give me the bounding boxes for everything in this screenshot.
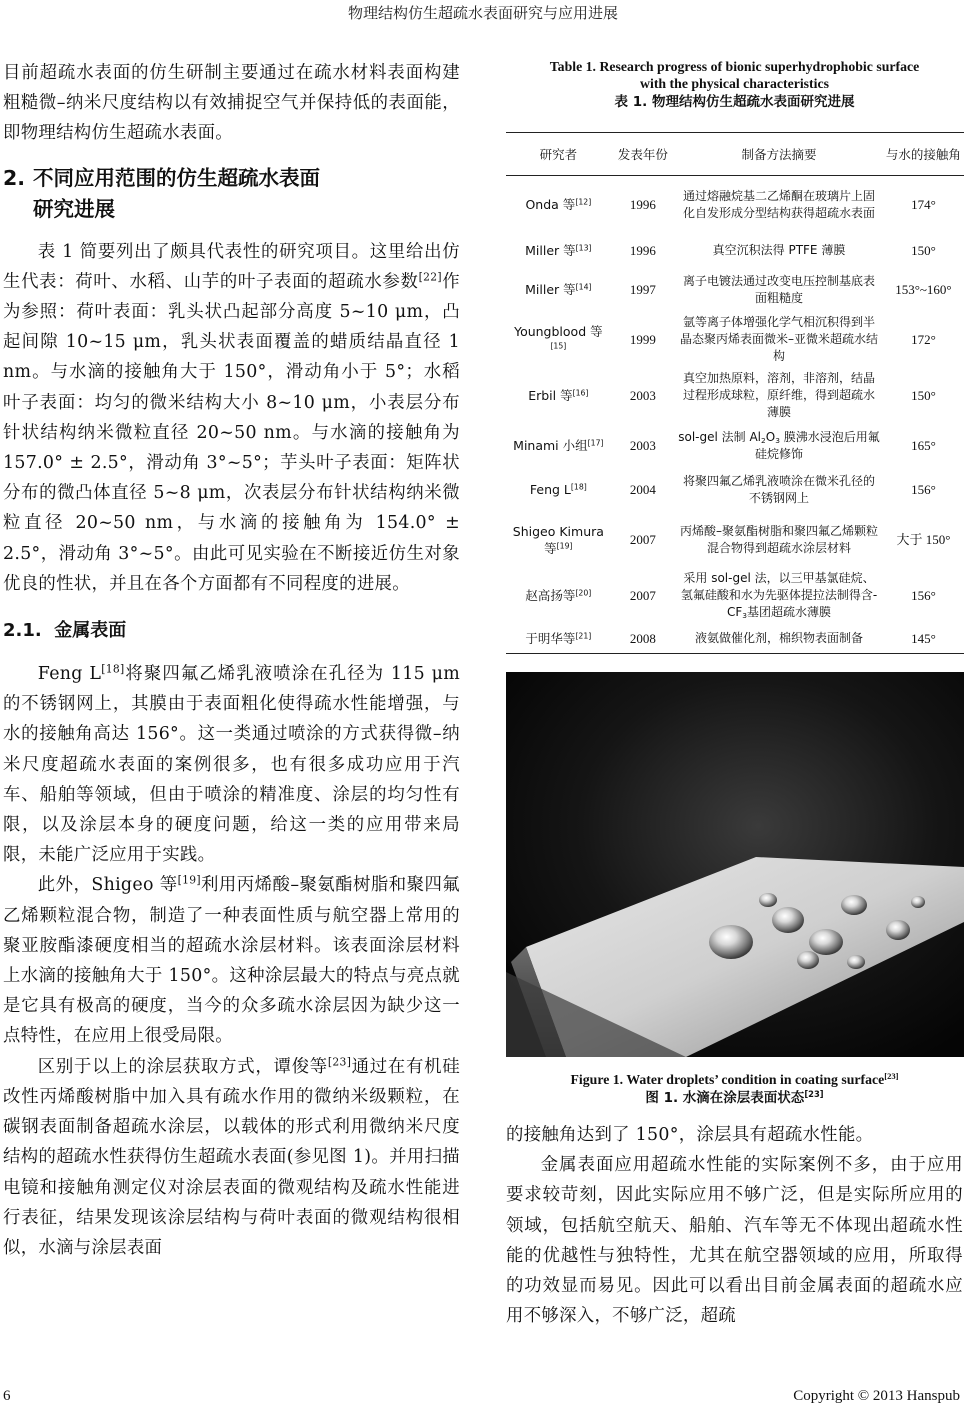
research-table	[506, 132, 964, 654]
table-row: 于明华等[21] 2008 液氨做催化剂，棉织物表面制备 145°	[525, 630, 936, 646]
table-row: Onda 等[12] 1996 通过熔融烷基二乙烯酮在玻璃片上固化自发形成分型结构获得超疏水表面 174°	[525, 188, 936, 220]
section-title-line1: 不同应用范围的仿生超疏水表面	[33, 165, 320, 190]
table-row: 赵高扬等[20] 2007 采用 sol-gel 法，以三甲基氯硅烷、氢氟硅酸和水为先驱体提拉法制得含$-CF_3$基团超疏水薄膜 156°	[525, 571, 936, 621]
intro-paragraph: 目前超疏水表面的仿生研制主要通过在疏水材料表面构建粗糙微–纳米尺度结构以有效捕捉空气并保持低的表面能，即物理结构仿生超疏水表面。	[3, 63, 460, 144]
water-droplet-photo	[506, 672, 964, 1057]
citation: [23]	[327, 1055, 352, 1069]
table-row: Minami 小组[17] 2003 sol-gel 法制 $Al_2O_3$ 膜沸水浸泡后用氟硅烷修饰 165°	[513, 429, 936, 461]
table-intro-paragraph: 表 1 简要列出了颇具代表性的研究项目。这里给出仿生代表：荷叶、水稻、山芋的叶子表面的超疏水参数[22]作为参照：荷叶表面：乳头状凸起部分高度 5~10 μm，凸起间隙 10~15 μm，乳头状表面覆盖的蜡质结晶直径 1 nm。与水滴的接触角大于 150°，滑动角小于 5°；水稻叶子表面：均匀的微米结构大小 8~10 μm，小表层分布针状结构纳米微粒直径 20~50 nm。与水滴的接触角为 157.0° ± 2.5°，滑动角 3°~5°；芋头叶子表面：矩阵状分布的微凸体直径 5~8 μm，次表层分布针状结构纳米微粒直径 20~50 nm，与水滴的接触角为 154.0° ± 2.5°，滑动角 3°~5°。由此可见实验在不断接近仿生对象优良的性状，并且在各个方面都有不同程度的进展。	[3, 241, 460, 594]
figure-caption-en: Figure 1. Water droplets’ condition in coating surface[23]	[570, 1070, 899, 1087]
table-row: Miller 等[14] 1997 离子电镀法通过改变电压控制基底表面粗糙度 153°~160°	[525, 273, 952, 305]
tan-paragraph: 区别于以上的涂层获取方式，谭俊等[23]通过在有机硅改性丙烯酸树脂中加入具有疏水作用的微纳米级颗粒，在碳钢表面制备超疏水涂层，以载体的形式利用微纳米尺度结构的超疏水性获得仿生超疏水表面(参见图 1)。并用扫描电镜和接触角测定仪对涂层表面的微观结构及疏水性能进行表征，结果发现该涂层结构与荷叶表面的微观结构很相似，水滴与涂层表面	[3, 1055, 460, 1258]
section-number: 2.	[3, 165, 26, 190]
citation: [22]	[418, 270, 442, 284]
table-caption-en-line1: Table 1. Research progress of bionic superhydrophobic surface	[549, 59, 920, 74]
section-2-heading	[3, 163, 460, 225]
left-column	[3, 58, 460, 1263]
right-column	[506, 58, 963, 1331]
section-2-1-heading	[3, 617, 460, 645]
table-caption-en-line2: with the physical characteristics	[640, 76, 829, 91]
metal-surface-paragraph: 金属表面应用超疏水性能的实际案例不多，由于应用要求较苛刻，因此实际应用不够广泛，但是实际所应用的领域，包括航空航天、船舶、汽车等无不体现出超疏水性能的优越性与独特性，尤其在航空器领域的应用，所取得的功效显而易见。因此可以看出目前金属表面的超疏水应用不够深入，不够广泛，超疏	[506, 1155, 963, 1327]
section-title: 金属表面	[54, 620, 127, 642]
feng-paragraph: Feng L[18]将聚四氟乙烯乳液喷涂在孔径为 115 μm 的不锈钢网上，其膜由于表面粗化使得疏水性能增强，与水的接触角高达 156°。这一类通过喷涂的方式获得微–纳米尺度超疏水表面的案例很多，也有很多成功应用于汽车、船舶等领域，但由于喷涂的精准度、涂层的均匀性有限，以及涂层本身的硬度问题，给这一类的应用带来局限，未能广泛应用于实践。	[3, 662, 460, 866]
header-researcher: 研究者	[506, 133, 611, 176]
citation: [18]	[101, 662, 125, 676]
table-row: Erbil 等[16] 2003 真空加热原料，溶剂，非溶剂，结晶过程形成球粒，原纤维，得到超疏水薄膜 150°	[528, 371, 936, 419]
header-angle: 与水的接触角	[883, 133, 964, 176]
citation: [19]	[177, 874, 201, 887]
running-head: 物理结构仿生超疏水表面研究与应用进展	[347, 4, 618, 22]
table-row: Youngblood 等[15] 1999 氩等离子体增强化学气相沉积得到半晶态聚丙烯表面微米–亚微米超疏水结构 172°	[514, 315, 936, 363]
header-method: 制备方法摘要	[675, 133, 883, 176]
table-header-row	[506, 133, 964, 176]
table-row: Feng L[18] 2004 将聚四氟乙烯乳液喷涂在微米孔径的不锈钢网上 156°	[529, 473, 936, 505]
section-number: 2.1.	[3, 620, 42, 642]
header-year: 发表年份	[611, 133, 675, 176]
table-row: Shigeo Kimura 等[19] 2007 丙烯酸–聚氨酯树脂和聚四氟乙烯颗粒混合物得到超疏水涂层材料 大于 150°	[512, 523, 951, 556]
figure-caption-zh: 图 1. 水滴在涂层表面状态[23]	[645, 1088, 824, 1106]
table-caption-zh: 表 1. 物理结构仿生超疏水表面研究进展	[614, 94, 855, 110]
table-caption-en	[506, 58, 963, 92]
page-number: 6	[3, 1388, 11, 1404]
section-title-line2: 研究进展	[33, 196, 115, 221]
table-row: Miller 等[13] 1996 真空沉积法得 PTFE 薄膜 150°	[525, 243, 936, 258]
shigeo-paragraph: 此外，Shigeo 等[19]利用丙烯酸–聚氨酯树脂和聚四氟乙烯颗粒混合物，制造了一种表面性质与航空器上常用的聚亚胺酯漆硬度相当的超疏水涂层材料。该表面涂层材料上水滴的接触角大于 150°。这种涂层最大的特点与亮点就是它具有极高的硬度，当今的众多疏水涂层因为缺少这一点特性，在应用上很受局限。	[3, 874, 460, 1047]
continued-paragraph: 的接触角达到了 150°，涂层具有超疏水性能。	[506, 1125, 874, 1145]
copyright: Copyright © 2013 Hanspub	[793, 1388, 960, 1404]
figure-caption	[506, 1071, 963, 1108]
